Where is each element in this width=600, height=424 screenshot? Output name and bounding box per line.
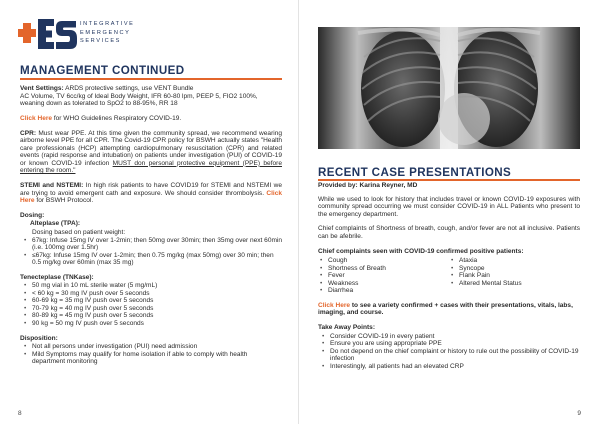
intro-paragraph-1: While we used to look for history that includes travel or known COVID-19 exposures with community spread occurring we must consider COVID-19 in ALL Patients who present to the emergency department.: [318, 195, 580, 218]
list-item: • Interestingly, all patients had an elevated CRP: [320, 363, 580, 371]
takeaway-list: [320, 333, 580, 371]
list-item: • 70-79 kg = 40 mg IV push over 5 seconds: [22, 305, 282, 313]
vent-settings-paragraph: [20, 85, 282, 108]
alteplase-list: [22, 237, 282, 267]
takeaway-heading: Take Away Points:: [318, 324, 376, 332]
list-item: • Flank Pain: [449, 272, 580, 280]
right-content: [318, 182, 580, 371]
title-rule: [20, 78, 282, 80]
complaints-list-2: [449, 257, 580, 295]
list-item: • Syncope: [449, 265, 580, 273]
list-item: • Consider COVID-19 in every patient: [320, 333, 580, 341]
alteplase-subtext: Dosing based on patient weight:: [32, 228, 126, 236]
alteplase-heading: Alteplase (TPA):: [30, 220, 81, 228]
list-item: • 90 kg = 50 mg IV push over 5 seconds: [22, 320, 282, 328]
who-guidelines-link[interactable]: Click Here: [20, 114, 53, 122]
left-content: [20, 85, 282, 366]
confirmed-cases-text: to see a variety confirmed + cases with their presentations, vitals, labs, imaging, and course.: [318, 301, 573, 317]
left-page: [0, 0, 299, 424]
stemi-text-2: for BSWH Protocol.: [34, 197, 94, 205]
logo-line-3: SERVICES: [80, 38, 121, 44]
cpr-underlined-text: MUST don personal protective equipment (PPE) before entering the room.": [20, 159, 282, 175]
cpr-label: CPR:: [20, 129, 37, 137]
list-item: • Ensure you are using appropriate PPE: [320, 340, 580, 348]
dosing-heading: Dosing:: [20, 211, 45, 219]
cpr-paragraph: [20, 130, 282, 175]
chest-xray-image: [318, 27, 580, 149]
who-guidelines-paragraph: [20, 115, 282, 123]
page-number-left: 8: [18, 410, 22, 417]
vent-settings-text-2: AC Volume, TV 6cc/kg of Ideal Body Weight, IFR 60-80 lpm, PEEP 5, FIO2 100%, weaning down as tolerated to SpO2 to 88-95%, RR 18: [20, 92, 258, 108]
list-item: • 67kg: Infuse 15mg IV over 1-2min; then 50mg over 30min; then 35mg over next 60min (i.e. 100mg over 1.5hr): [22, 237, 282, 252]
disposition-heading: Disposition:: [20, 334, 58, 342]
cpr-text: Must wear PPE. At this time given the community spread, we recommend wearing airborne level PPE for all CPR. The Covid-19 CPR policy for BSWH actually states "Health care professionals (HCP) attempting cardiopulmonary resuscitation (CPR) and related events (rapid response and intubation) on patients under investigation (PUI) of COVID-19 or known COVID-19 infection: [20, 129, 283, 167]
complaints-columns: [318, 257, 580, 295]
vent-settings-label: Vent Settings:: [20, 85, 64, 92]
list-item: • Not all persons under investigation (PUI) need admission: [22, 343, 282, 351]
confirmed-cases-link[interactable]: Click Here: [318, 301, 351, 309]
chest-xray-graphic: [318, 27, 580, 149]
ies-logo-text: [80, 20, 134, 46]
list-item: • Do not depend on the chief complaint or history to rule out the possibility of COVID-19 infection: [320, 348, 580, 363]
ies-logo: [18, 17, 168, 51]
ies-logo-mark: [18, 17, 78, 51]
vent-settings-text-1: ARDS protective settings, use VENT Bundle: [63, 85, 194, 92]
tenecteplase-list: [22, 282, 282, 327]
list-item: • Altered Mental Status: [449, 280, 580, 288]
list-item: • Cough: [318, 257, 449, 265]
complaints-list-1: [318, 257, 449, 295]
tenecteplase-heading: Tenecteplase (TNKase):: [20, 273, 94, 281]
list-item: • Shortness of Breath: [318, 265, 449, 273]
list-item: • 80-89 kg = 45 mg IV push over 5 seconds: [22, 312, 282, 320]
case-click-paragraph: [318, 302, 580, 317]
alteplase-block: [30, 220, 282, 236]
title-rule: [318, 179, 580, 181]
provided-by: Provided by: Karina Reyner, MD: [318, 182, 418, 189]
right-page: [300, 0, 600, 424]
list-item: • Diarrhea: [318, 287, 449, 295]
list-item: • Ataxia: [449, 257, 580, 265]
stemi-paragraph: [20, 182, 282, 205]
list-item: • < 60 kg = 30 mg IV push over 5 seconds: [22, 290, 282, 298]
complaints-heading: Chief complaints seen with COVID-19 confirmed positive patients:: [318, 247, 524, 255]
list-item: • 50 mg vial in 10 mL sterile water (5 mg/mL): [22, 282, 282, 290]
recent-cases-title: RECENT CASE PRESENTATIONS: [318, 166, 512, 179]
list-item: • Weakness: [318, 280, 449, 288]
list-item: • Mild Symptoms may qualify for home isolation if able to comply with health department monitoring: [22, 351, 282, 366]
stemi-text: In high risk patients to have COVID19 for STEMI and NSTEMI we are trying to avoid emergent cath and exposure. We should consider thrombolysis.: [20, 182, 282, 197]
page-number-right: 9: [577, 410, 581, 417]
logo-line-1: INTEGRATIVE: [80, 21, 135, 27]
list-item: • Fever: [318, 272, 449, 280]
list-item: • 60-69 kg = 35 mg IV push over 5 seconds: [22, 297, 282, 305]
logo-line-2: EMERGENCY: [80, 29, 131, 36]
stemi-label: STEMI and NSTEMI:: [20, 182, 84, 190]
bswh-protocol-link[interactable]: Click Here: [20, 189, 282, 205]
who-guidelines-text: for WHO Guidelines Respiratory COVID-19.: [52, 114, 182, 122]
list-item: • ≤67kg: Infuse 15mg IV over 1-2min; then 0.75 mg/kg (max 50mg) over 30 min; then 0.5 mg/kg over 60min (max 35 mg): [22, 252, 282, 267]
management-title: MANAGEMENT CONTINUED: [20, 64, 185, 77]
intro-paragraph-2: Chief complaints of Shortness of breath, cough, and/or fever are not all inclusive. Patients can be afebrile.: [318, 225, 580, 240]
disposition-list: [22, 343, 282, 366]
